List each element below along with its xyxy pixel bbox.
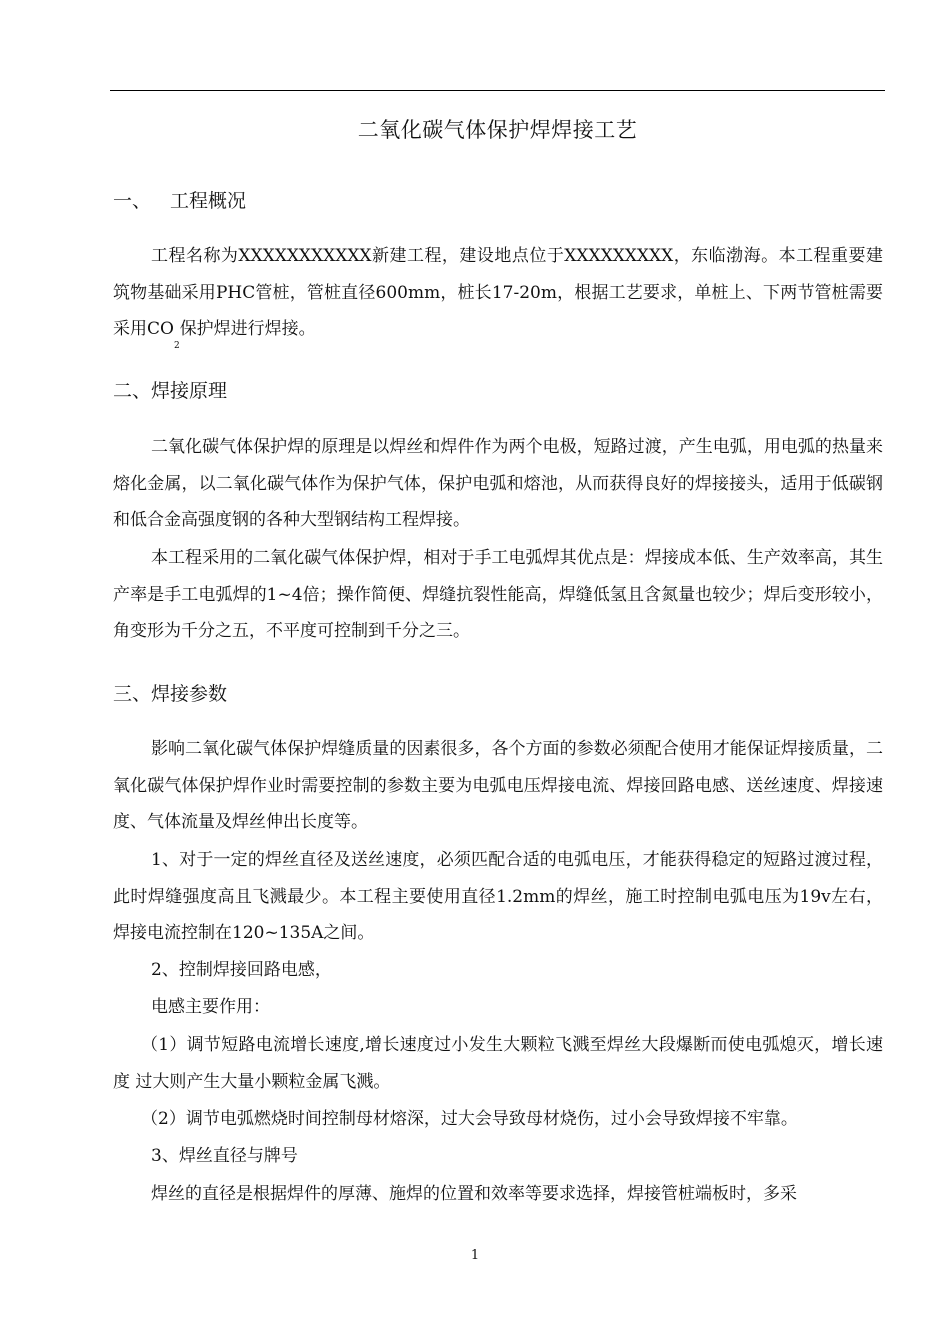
section-1-text: 工程名称为XXXXXXXXXXX新建工程，建设地点位于XXXXXXXXX，东临渤海。本工程重要建筑物基础采用PHC管桩，管桩直径600mm，桩长17-20m，根据工艺要求，单桩上、下两节管桩需要采用CO (113, 246, 883, 339)
header-rule (110, 90, 885, 91)
page-number: 1 (470, 1248, 480, 1263)
section-3-inductance-label: 电感主要作用： (151, 997, 270, 1017)
section-3-point-1: （1）调节短路电流增长速度,增长速度过小发生大颗粒飞溅至焊丝大段爆断而使电弧熄灭，增长速度 过大则产生大量小颗粒金属飞溅。 (113, 1035, 883, 1092)
section-3-item-3: 3、焊丝直径与牌号 (151, 1146, 298, 1166)
co2-subscript: 2 (173, 341, 180, 351)
section-2-paragraph-2: 本工程采用的二氧化碳气体保护焊，相对于手工电弧焊其优点是：焊接成本低、生产效率高，其生产率是手工电弧焊的1~4倍；操作简便、焊缝抗裂性能高，焊缝低氢且含氮量也较少；焊后变形较小，角变形为千分之五，不平度可控制到千分之三。 (113, 548, 883, 641)
section-3-paragraph-2: 1、对于一定的焊丝直径及送丝速度，必须匹配合适的电弧电压，才能获得稳定的短路过渡过程，此时焊缝强度高且飞溅最少。本工程主要使用直径1.2mm的焊丝，施工时控制电弧电压为19v左右，焊接电流控制在120~135A之间。 (113, 850, 883, 943)
document-title: 二氧化碳气体保护焊焊接工艺 (357, 118, 638, 142)
section-3-paragraph-1: 影响二氧化碳气体保护焊缝质量的因素很多，各个方面的参数必须配合使用才能保证焊接质量，二氧化碳气体保护焊作业时需要控制的参数主要为电弧电压焊接电流、焊接回路电感、送丝速度、焊接速度、气体流量及焊丝伸出长度等。 (113, 739, 883, 832)
section-3-heading: 三、焊接参数 (113, 683, 228, 705)
section-1-number: 一、 (113, 190, 152, 212)
section-1-heading (113, 186, 246, 213)
section-3-point-2: （2）调节电弧燃烧时间控制母材熔深，过大会导致母材烧伤，过小会导致焊接不牢靠。 (141, 1109, 798, 1129)
section-2-heading: 二、焊接原理 (113, 380, 228, 402)
section-1-text-end: 保护焊进行焊接。 (179, 319, 316, 339)
section-3-item-2: 2、控制焊接回路电感， (151, 960, 332, 980)
section-1-paragraph (113, 238, 883, 365)
section-2-paragraph-1: 二氧化碳气体保护焊的原理是以焊丝和焊件作为两个电极，短路过渡，产生电弧，用电弧的热量来熔化金属，以二氧化碳气体作为保护气体，保护电弧和熔池，从而获得良好的焊接接头，适用于低碳钢和低合金高强度钢的各种大型钢结构工程焊接。 (113, 437, 883, 530)
section-3-paragraph-wire: 焊丝的直径是根据焊件的厚薄、施焊的位置和效率等要求选择，焊接管桩端板时，多采 (151, 1184, 797, 1204)
section-1-title: 工程概况 (170, 190, 247, 212)
